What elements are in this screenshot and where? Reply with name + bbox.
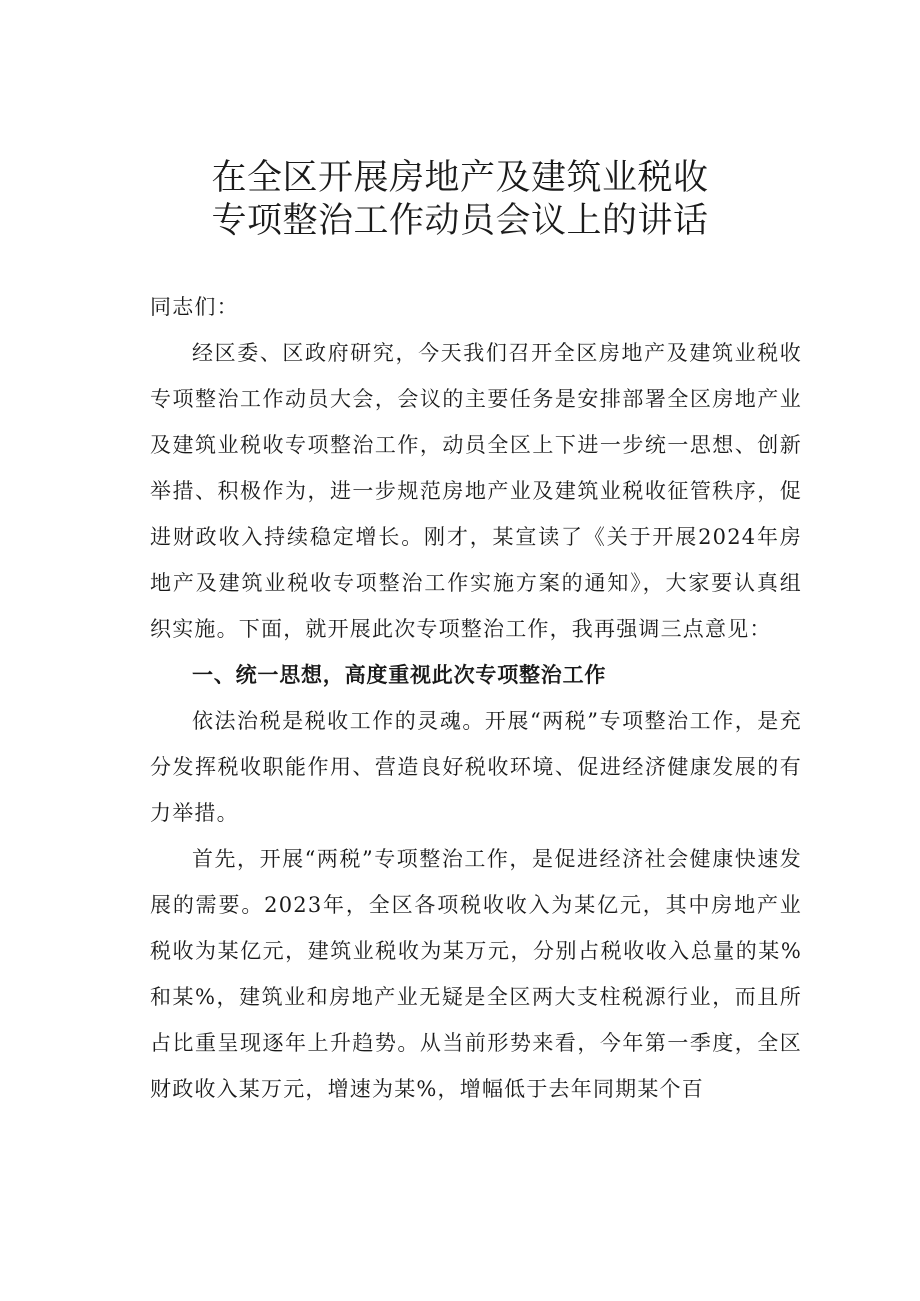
section-1-heading: 一、统一思想，高度重视此次专项整治工作 bbox=[192, 663, 607, 687]
document-title-line-2: 专项整治工作动员会议上的讲话 bbox=[211, 201, 709, 241]
section-1-paragraph-1: 依法治税是税收工作的灵魂。开展“两税”专项整治工作，是充分发挥税收职能作用、营造良好税收环境、促进经济健康发展的有力举措。 bbox=[150, 709, 802, 825]
salutation: 同志们： bbox=[150, 295, 239, 319]
section-1-paragraph-2: 首先，开展“两税”专项整治工作，是促进经济社会健康快速发展的需要。2023年，全区各项税收收入为某亿元，其中房地产业税收为某亿元，建筑业税收为某万元，分别占税收收入总量的某%和某%，建筑业和房地产业无疑是全区两大支柱税源行业，而且所占比重呈现逐年上升趋势。从当前形势来看，今年第一季度，全区财政收入某万元，增速为某%，增幅低于去年同期某个百 bbox=[150, 847, 802, 1101]
document-body bbox=[150, 284, 802, 1112]
intro-paragraph: 经区委、区政府研究，今天我们召开全区房地产及建筑业税收专项整治工作动员大会，会议的主要任务是安排部署全区房地产业及建筑业税收专项整治工作，动员全区上下进一步统一思想、创新举措、积极作为，进一步规范房地产业及建筑业税收征管秩序，促进财政收入持续稳定增长。刚才，某宣读了《关于开展2024年房地产及建筑业税收专项整治工作实施方案的通知》，大家要认真组织实施。下面，就开展此次专项整治工作，我再强调三点意见： bbox=[150, 341, 802, 641]
document-title-line-1: 在全区开展房地产及建筑业税收 bbox=[211, 158, 709, 198]
